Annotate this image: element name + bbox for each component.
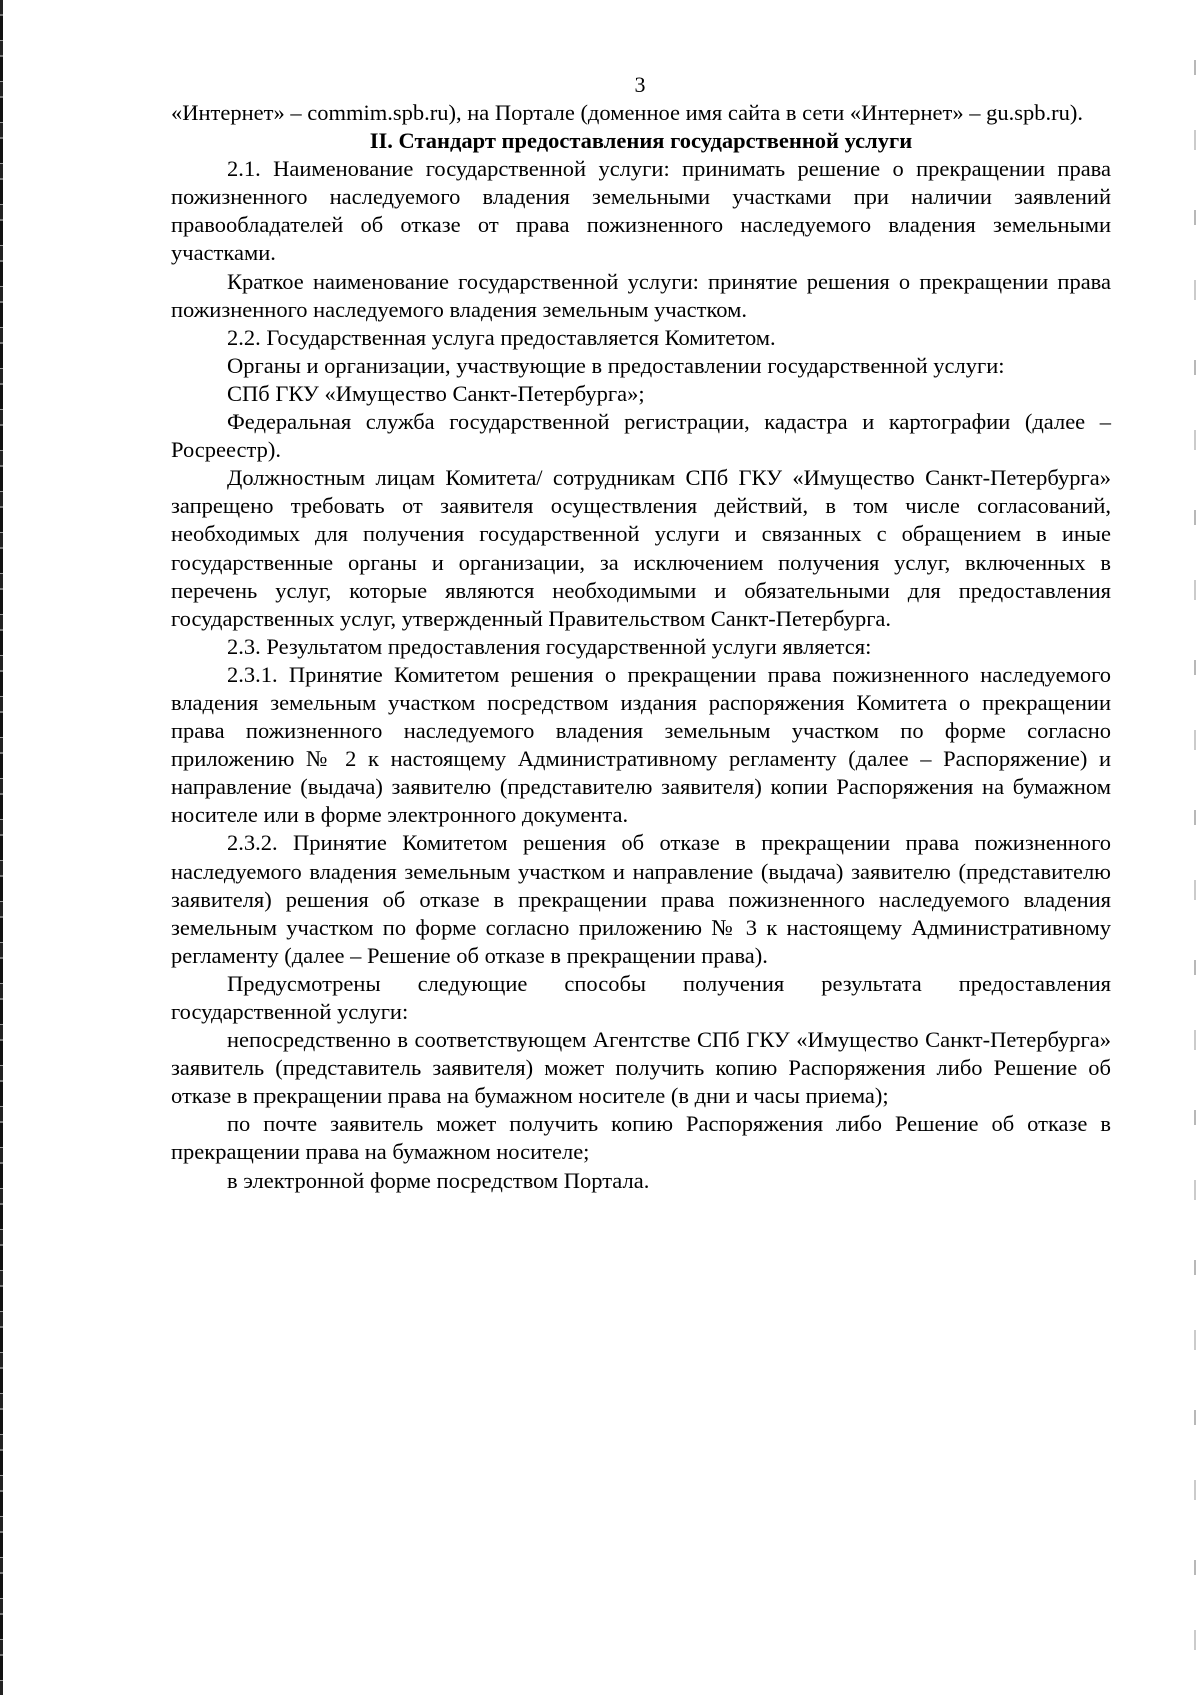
paragraph-2-2: 2.2. Государственная услуга предоставляется Комитетом. bbox=[227, 324, 776, 350]
paragraph-2-3-2: 2.3.2. Принятие Комитетом решения об отказе в прекращении права пожизненного наследуемого владения земельным участком и направление (выдача) заявителю (представителю заявителя) решения об отказе в прекращении права пожизненного наследуемого владения земельным участком по форме согласно приложению № 3 к настоящему Административному регламенту (далее – Решение об отказе в прекращении права). bbox=[171, 830, 1111, 968]
paragraph-participants: Органы и организации, участвующие в предоставлении государственной услуги: bbox=[227, 352, 1005, 378]
paragraph-method-in-person: непосредственно в соответствующем Агентстве СПб ГКУ «Имущество Санкт-Петербурга» заявитель (представитель заявителя) может получить копию Распоряжения либо Решение об отказе в прекращении права на бумажном носителе (в дни и часы приема); bbox=[171, 1027, 1111, 1109]
continuation-paragraph: «Интернет» – commim.spb.ru), на Порталe (доменное имя сайта в сети «Интернет» – gu.spb.ru). bbox=[171, 100, 1083, 125]
document-body bbox=[171, 99, 1111, 1195]
paragraph-2-3-1: 2.3.1. Принятие Комитетом решения о прекращении права пожизненного наследуемого владения земельным участком посредством издания распоряжения Комитета о прекращении права пожизненного наследуемого владения земельным участком по форме согласно приложению № 2 к настоящему Административному регламенту (далее – Распоряжение) и направление (выдача) заявителю (представителю заявителя) копии Распоряжения на бумажном носителе или в форме электронного документа. bbox=[171, 661, 1111, 828]
scan-edge-left bbox=[0, 0, 3, 1695]
scan-edge-right bbox=[1194, 0, 1196, 1695]
paragraph-methods: Предусмотрены следующие способы получения результата предоставления государственной услуги: bbox=[171, 970, 1111, 1024]
paragraph-prohibition: Должностным лицам Комитета/ сотрудникам СПб ГКУ «Имущество Санкт-Петербурга» запрещено требовать от заявителя осуществления действий, в том числе согласований, необходимых для получения государственной услуги и связанных с обращением в иные государственные органы и организации, за исключением получения услуг, включенных в перечень услуг, которые являются необходимыми и обязательными для предоставления государственных услуг, утвержденный Правительством Санкт-Петербурга. bbox=[171, 465, 1111, 631]
paragraph-gku: СПб ГКУ «Имущество Санкт-Петербурга»; bbox=[227, 380, 645, 406]
paragraph-2-3: 2.3. Результатом предоставления государственной услуги является: bbox=[227, 633, 872, 659]
paragraph-2-1: 2.1. Наименование государственной услуги: принимать решение о прекращении права пожизненного наследуемого владения земельными участками при наличии заявлений правообладателей об отказе от права пожизненного наследуемого владения земельными участками. bbox=[171, 156, 1111, 266]
paragraph-rosreestr: Федеральная служба государственной регистрации, кадастра и картографии (далее – Росреестр). bbox=[171, 409, 1111, 463]
paragraph-method-portal: в электронной форме посредством Портала. bbox=[227, 1167, 650, 1193]
section-heading: II. Стандарт предоставления государственной услуги bbox=[369, 128, 913, 154]
paragraph-method-post: по почте заявитель может получить копию Распоряжения либо Решение об отказе в прекращении права на бумажном носителе; bbox=[171, 1111, 1111, 1165]
page-number: 3 bbox=[634, 72, 646, 97]
paragraph-short-name: Краткое наименование государственной услуги: принятие решения о прекращении права пожизненного наследуемого владения земельным участком. bbox=[171, 268, 1111, 322]
